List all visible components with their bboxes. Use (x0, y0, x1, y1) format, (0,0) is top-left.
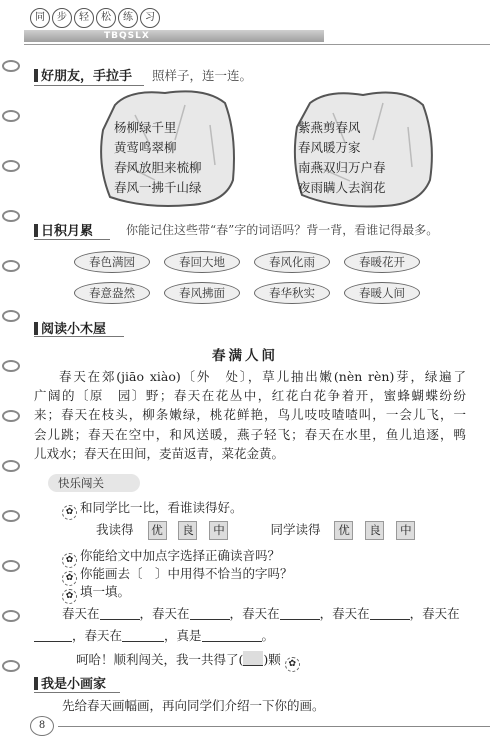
phrase-item: 黄莺鸣翠柳 (114, 140, 177, 155)
question-compare (62, 498, 243, 520)
word-chip: 春风拂面 (164, 282, 240, 304)
flower-icon: ✿ (285, 657, 300, 672)
phrase-item: 春风放胆来梳柳 (114, 160, 202, 175)
fill-prefix: 春天在 (332, 606, 370, 621)
section-title-painter (34, 673, 106, 692)
quiz-banner: 快乐闯关 (48, 474, 140, 492)
rating-excellent-box[interactable]: 优 (148, 521, 167, 540)
story-paragraph (34, 367, 466, 463)
binding-ring (2, 610, 20, 622)
fill-blank-6[interactable] (122, 627, 164, 642)
peer-rating-good-box[interactable]: 良 (365, 521, 384, 540)
story-title: 春满人间 (212, 348, 278, 364)
binding-ring (2, 260, 20, 272)
section-title-text: 我是小画家 (41, 677, 107, 692)
section-underline (34, 239, 110, 240)
flower-icon: ✿ (62, 505, 77, 520)
binding-ring (2, 460, 20, 472)
phrase-item: 南燕双归万户春 (298, 160, 386, 175)
word-chip: 春风化雨 (254, 251, 330, 273)
header-char: 同 (30, 8, 50, 28)
separator: ， (319, 606, 333, 621)
fill-suffix: ，真是 (164, 628, 202, 643)
separator: ， (229, 606, 243, 621)
section-underline (34, 692, 120, 693)
binding-ring (2, 560, 20, 572)
score-input[interactable] (243, 651, 263, 666)
section-title-text: 好朋友，手拉手 (41, 69, 133, 84)
section-title-text: 阅读小木屋 (41, 322, 107, 337)
binding-ring (2, 660, 20, 672)
score-note-unit: )颗 (263, 652, 281, 667)
header-bar (24, 30, 324, 42)
flower-icon: ✿ (62, 553, 77, 568)
fill-blank-4[interactable] (370, 605, 410, 620)
binding-ring (2, 160, 20, 172)
question-text: 你能画去〔 〕中用得不恰当的字吗？ (80, 566, 293, 581)
header-char: 练 (118, 8, 138, 28)
header-char: 习 (140, 8, 160, 28)
fill-blank-2[interactable] (190, 605, 230, 620)
story-line: 儿戏水；春天在田间，麦苗返青，菜花金黄。 (34, 445, 285, 461)
phrase-item: 夜雨瞒人去润花 (298, 180, 386, 195)
score-note (76, 650, 303, 672)
separator: 。 (261, 628, 275, 643)
word-chip: 春暖花开 (344, 251, 420, 273)
fill-line-1 (62, 604, 460, 622)
header-char: 松 (96, 8, 116, 28)
binding-ring (2, 410, 20, 422)
section-marker-icon (34, 677, 38, 690)
word-chip: 春暖人间 (344, 282, 420, 304)
fill-prefix: 春天在 (62, 606, 100, 621)
binding-ring (2, 210, 20, 222)
fill-prefix: 春天在 (152, 606, 190, 621)
section-marker-icon (34, 322, 38, 335)
flower-icon: ✿ (62, 589, 77, 604)
phrase-item: 杨柳绿千里 (114, 120, 177, 135)
header-latin: TBQSLX (104, 31, 150, 41)
fill-blank-7[interactable] (202, 627, 262, 642)
word-chip: 春华秋实 (254, 282, 330, 304)
word-chip: 春回大地 (164, 251, 240, 273)
fill-prefix: 春天在 (422, 606, 460, 621)
story-line: 广阔的〔原 园〕野；春天在花丛中，红花白花争着开，蜜蜂蝴蝶纷纷 (34, 388, 466, 404)
section-marker-icon (34, 69, 38, 82)
phrase-item: 紫燕剪春风 (298, 120, 361, 135)
fill-blank-3[interactable] (280, 605, 320, 620)
reading-rating-row (96, 520, 423, 540)
fill-blank-1[interactable] (100, 605, 140, 620)
story-line: 春天在郊(jiāo xiào)〔外 处〕，草儿抽出嫩(nèn rèn)芽，绿遍了 (59, 369, 466, 384)
self-rating-label: 我读得 (96, 522, 134, 537)
word-chip: 春意盎然 (74, 282, 150, 304)
header-char: 步 (52, 8, 72, 28)
binding-ring (2, 510, 20, 522)
separator: ， (409, 606, 423, 621)
header-rule (24, 44, 490, 45)
rating-fair-box[interactable]: 中 (209, 521, 228, 540)
fill-blank-5[interactable] (34, 627, 72, 642)
rating-good-box[interactable]: 良 (178, 521, 197, 540)
phrase-item: 春风暖万家 (298, 140, 361, 155)
section-underline (34, 336, 124, 337)
section-title-friends (34, 65, 132, 84)
peer-rating-excellent-box[interactable]: 优 (334, 521, 353, 540)
binding-ring (2, 60, 20, 72)
peer-rating-fair-box[interactable]: 中 (396, 521, 415, 540)
section-instruction: 你能记住这些带“春”字的词语吗？背一背，看谁记得最多。 (126, 223, 439, 237)
question-fill (62, 582, 130, 604)
footer-rule (58, 726, 490, 727)
fill-prefix: 春天在 (84, 628, 123, 643)
section-title-text: 日积月累 (41, 224, 94, 239)
page-number: 8 (30, 716, 54, 736)
binding-ring (2, 310, 20, 322)
peer-rating-label: 同学读得 (270, 522, 321, 537)
story-line: 来；春天在枝头，柳条嫩绿，桃花鲜艳，鸟儿吱吱喳喳叫，一会儿飞，一 (34, 407, 466, 423)
fill-prefix: 春天在 (242, 606, 280, 621)
fill-line-2 (34, 626, 274, 644)
section-marker-icon (34, 224, 38, 237)
question-text: 你能给文中加点字选择正确读音吗？ (80, 548, 281, 563)
score-note-text: 呵哈！顺利闯关，我一共得了( (76, 652, 244, 667)
separator: ， (139, 606, 153, 621)
separator: ， (72, 628, 85, 643)
phrase-item: 春风一拂千山绿 (114, 180, 202, 195)
binding-ring (2, 110, 20, 122)
story-line: 会儿跳；春天在空中，和风送暖，燕子轻飞；春天在水里，鱼儿追逐，鸭 (34, 426, 466, 442)
section-instruction: 照样子，连一连。 (152, 68, 253, 83)
question-text: 和同学比一比，看谁读得好。 (80, 500, 243, 515)
section-title-daily (34, 220, 93, 239)
word-chip: 春色满园 (74, 251, 150, 273)
section-title-reading (34, 318, 106, 337)
question-text: 填一填。 (80, 584, 131, 599)
painter-instruction: 先给春天画幅画，再向同学们介绍一下你的画。 (62, 698, 325, 713)
header-char: 轻 (74, 8, 94, 28)
flower-icon: ✿ (62, 571, 77, 586)
